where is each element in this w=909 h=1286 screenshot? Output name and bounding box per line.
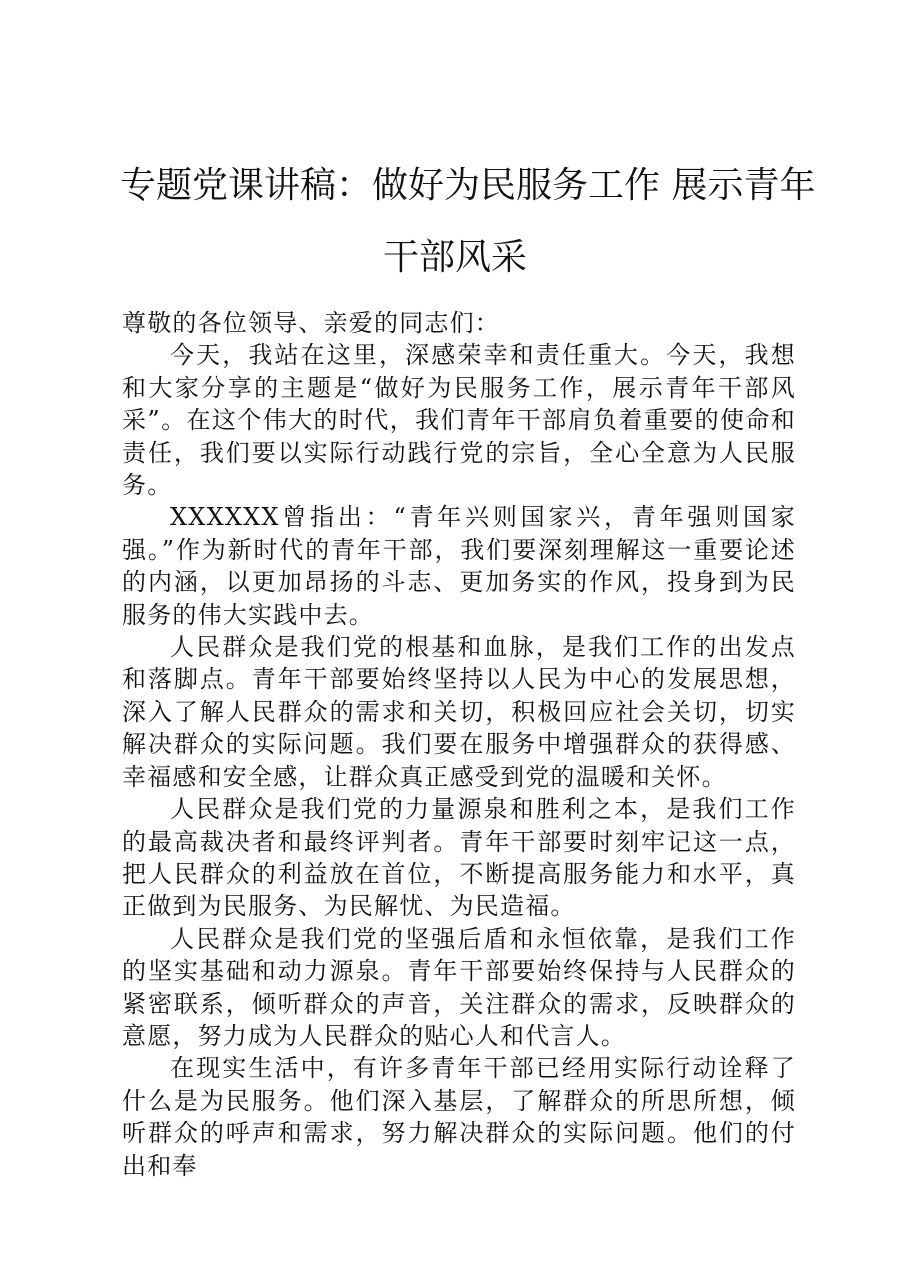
paragraph-6: 在现实生活中，有许多青年干部已经用实际行动诠释了什么是为民服务。他们深入基层，了解群众的所思所想，倾听群众的呼声和需求，努力解决群众的实际问题。他们的付出和奉 — [122, 1054, 796, 1180]
paragraph-1: 今天，我站在这里，深感荣幸和责任重大。今天，我想和大家分享的主题是“做好为民服务工作，展示青年干部风采”。在这个伟大的时代，我们青年干部肩负着重要的使命和责任，我们要以实际行动践行党的宗旨，全心全意为人民服务。 — [122, 341, 796, 500]
salutation: 尊敬的各位领导、亲爱的同志们： — [122, 309, 500, 337]
title-line-1: 专题党课讲稿：做好为民服务工作 展示青年 — [120, 165, 816, 206]
document-title — [120, 150, 816, 294]
paragraph-2: XXXXXX曾指出：“青年兴则国家兴，青年强则国家强。”作为新时代的青年干部，我们要深刻理解这一重要论述的内涵，以更加昂扬的斗志、更加务实的作风，投身到为民服务的伟大实践中去。 — [122, 503, 796, 629]
paragraph-5: 人民群众是我们党的坚强后盾和永恒依靠，是我们工作的坚实基础和动力源泉。青年干部要始终保持与人民群众的紧密联系，倾听群众的声音，关注群众的需求，反映群众的意愿，努力成为人民群众的贴心人和代言人。 — [122, 924, 796, 1050]
document-body — [122, 307, 796, 1182]
paragraph-4: 人民群众是我们党的力量源泉和胜利之本，是我们工作的最高裁决者和最终评判者。青年干部要时刻牢记这一点，把人民群众的利益放在首位，不断提高服务能力和水平，真正做到为民服务、为民解忧、为民造福。 — [122, 795, 796, 921]
title-line-2: 干部风采 — [382, 237, 527, 278]
paragraph-3: 人民群众是我们党的根基和血脉，是我们工作的出发点和落脚点。青年干部要始终坚持以人民为中心的发展思想，深入了解人民群众的需求和关切，积极回应社会关切，切实解决群众的实际问题。我们要在服务中增强群众的获得感、幸福感和安全感，让群众真正感受到党的温暖和关怀。 — [122, 633, 796, 791]
